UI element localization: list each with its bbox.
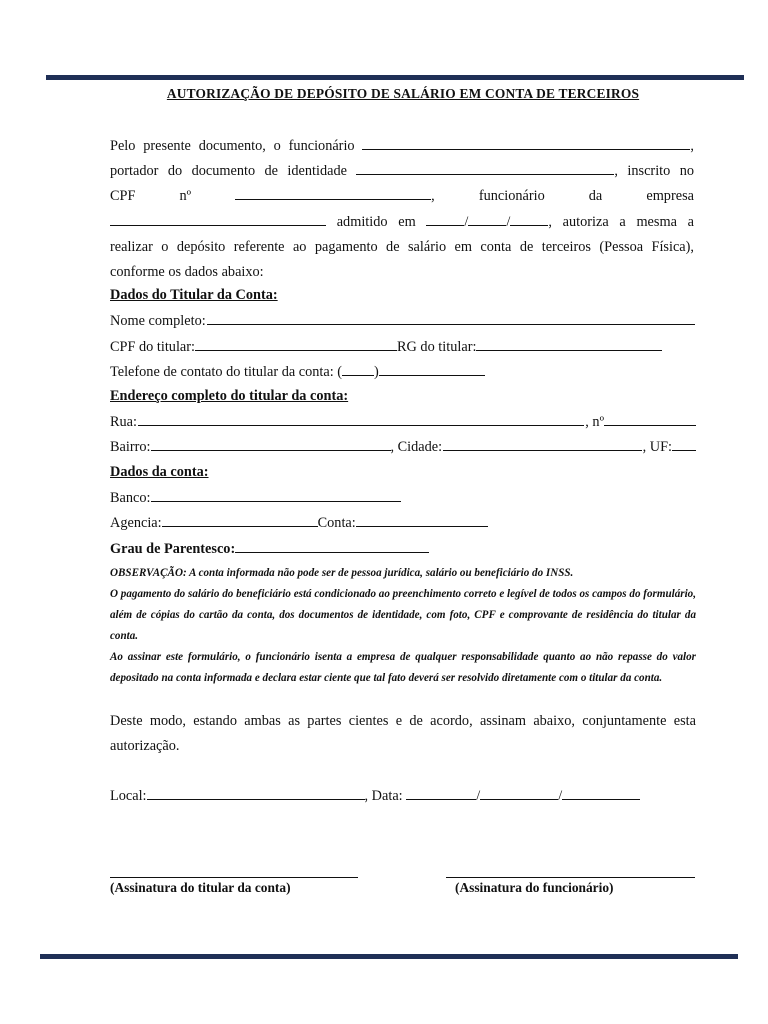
place-date-row: Local: , Data: / / [110, 787, 640, 805]
employee-cpf-field[interactable] [235, 186, 431, 200]
observations [110, 563, 696, 689]
observation-2: O pagamento do salário do beneficiário está condicionado ao preenchimento correto e legível de todos os campos do formulário, além de cópias do cartão da conta, dos documentos de identidade, com foto, CPF e comprovante de residência do titular da conta. [110, 588, 696, 642]
state-field[interactable] [672, 438, 696, 451]
intro-line-6: conforme os dados abaixo: [110, 264, 264, 281]
district-field[interactable] [151, 438, 391, 451]
holder-docs-row: CPF do titular: RG do titular: [110, 338, 662, 356]
identity-document-field[interactable] [356, 161, 614, 175]
top-rule [46, 75, 744, 80]
address-street-row: Rua: , nº [110, 413, 696, 431]
intro-line-5: realizar o depósito referente ao pagamento de salário em conta de terceiros (Pessoa Física), [110, 238, 694, 255]
holder-signature-label: (Assinatura do titular da conta) [110, 880, 291, 895]
closing-paragraph: Deste modo, estando ambas as partes cientes e de acordo, assinam abaixo, conjuntamente esta autorização. [110, 713, 696, 755]
intro-line-2: portador do documento de identidade , inscrito no [110, 163, 694, 180]
bottom-rule [40, 954, 738, 959]
holder-signature-line[interactable] [110, 877, 358, 878]
date-year-field[interactable] [562, 787, 640, 800]
employee-name-field[interactable] [362, 136, 690, 150]
observation-3: Ao assinar este formulário, o funcionário isenta a empresa de qualquer responsabilidade quanto ao não repasse do valor depositado na conta informada e declara estar ciente que tal fato deverá ser resolvido diretamente com o titular da conta. [110, 651, 696, 684]
intro-paragraph [110, 134, 694, 285]
employee-signature-line[interactable] [446, 877, 695, 878]
intro-line-1: Pelo presente documento, o funcionário , [110, 138, 694, 154]
local-field[interactable] [147, 787, 365, 800]
street-number-field[interactable] [604, 413, 696, 426]
address-city-row: Bairro: , Cidade: , UF: [110, 438, 696, 456]
observation-1: OBSERVAÇÃO: A conta informada não pode ser de pessoa jurídica, salário ou beneficiário do INSS. [110, 567, 574, 579]
bank-row: Banco: [110, 489, 401, 507]
date-month-field[interactable] [480, 787, 558, 800]
account-heading: Dados da conta: [110, 464, 209, 480]
date-day-field[interactable] [406, 787, 476, 800]
holder-name-field[interactable] [207, 312, 695, 325]
address-heading: Endereço completo do titular da conta: [110, 388, 349, 404]
admission-month-field[interactable] [468, 212, 506, 226]
holder-heading: Dados do Titular da Conta: [110, 287, 278, 303]
bank-field[interactable] [151, 489, 401, 502]
holder-name-row: Nome completo: [110, 312, 696, 330]
holder-cpf-field[interactable] [195, 338, 397, 351]
account-number-field[interactable] [356, 514, 488, 527]
holder-rg-field[interactable] [476, 338, 662, 351]
admission-year-field[interactable] [510, 212, 548, 226]
city-field[interactable] [443, 438, 641, 451]
phone-number-field[interactable] [379, 363, 485, 376]
agency-field[interactable] [162, 514, 318, 527]
holder-phone-row: Telefone de contato do titular da conta: ( ) [110, 363, 485, 381]
admission-day-field[interactable] [426, 212, 464, 226]
street-field[interactable] [138, 413, 584, 426]
intro-line-3: CPF nº , funcionário da empresa [110, 188, 694, 205]
agency-account-row: Agencia: Conta: [110, 514, 488, 532]
employee-signature-label: (Assinatura do funcionário) [455, 880, 614, 895]
kinship-row: Grau de Parentesco: [110, 540, 429, 558]
phone-area-code-field[interactable] [342, 363, 374, 376]
company-name-field[interactable] [110, 212, 326, 226]
kinship-field[interactable] [235, 540, 429, 553]
document-title: AUTORIZAÇÃO DE DEPÓSITO DE SALÁRIO EM CONTA DE TERCEIROS [166, 86, 640, 101]
intro-line-4: admitido em / / , autoriza a mesma a [110, 210, 694, 235]
